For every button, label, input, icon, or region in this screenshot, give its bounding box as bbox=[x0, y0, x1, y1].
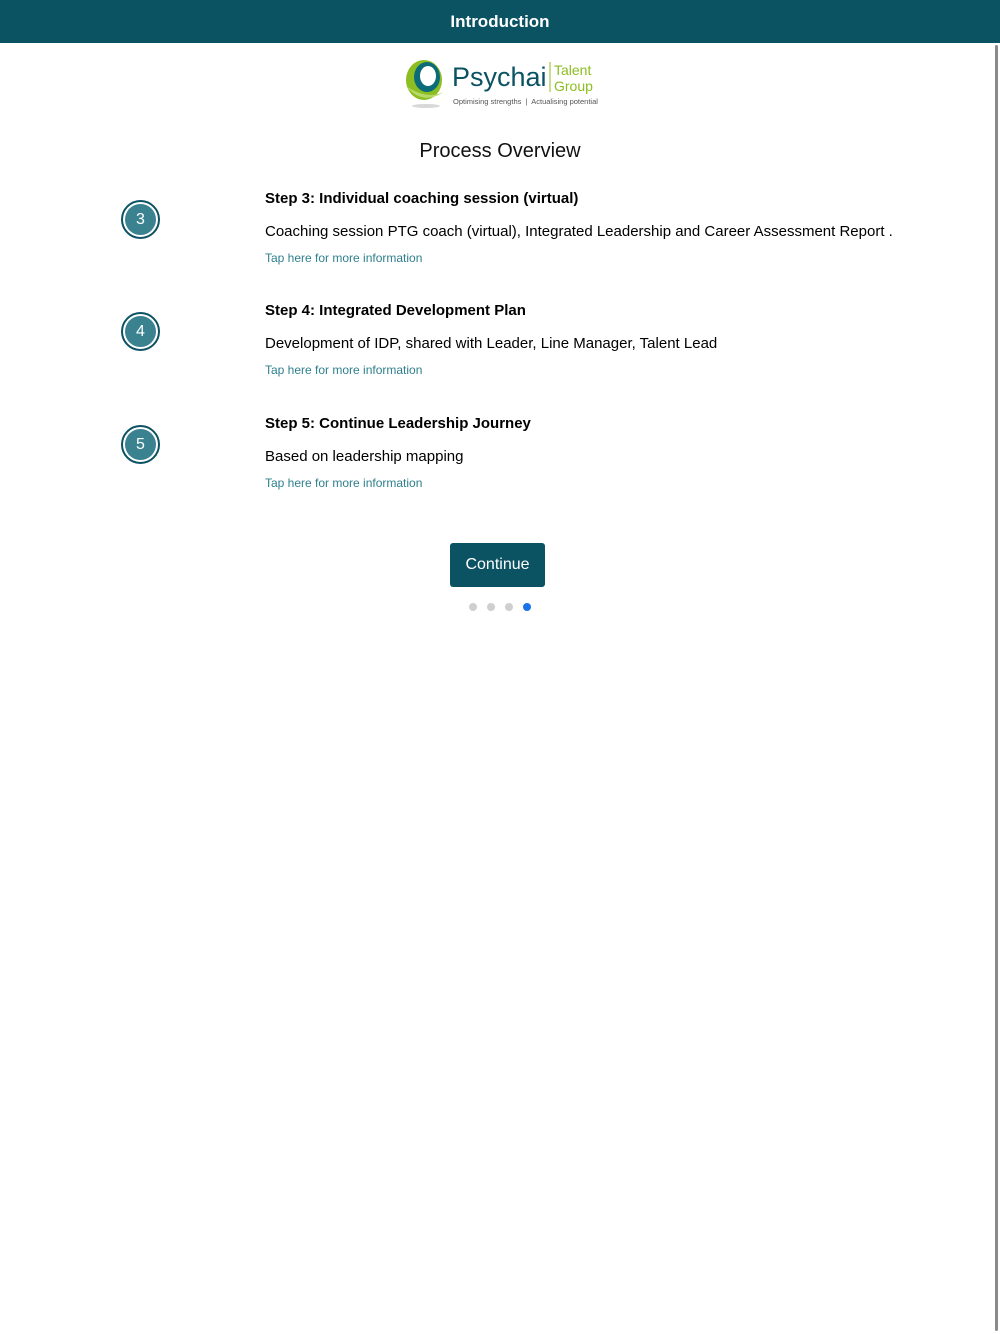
more-info-link[interactable]: Tap here for more information bbox=[265, 363, 423, 377]
more-info-link[interactable]: Tap here for more information bbox=[265, 251, 423, 265]
continue-button[interactable]: Continue bbox=[450, 543, 545, 587]
logo-wordmark: Psychai bbox=[452, 62, 547, 92]
logo-group-text: Group bbox=[554, 78, 593, 94]
step-number-badge bbox=[121, 425, 160, 464]
step-number-badge bbox=[121, 312, 160, 351]
step-title: Step 5: Continue Leadership Journey bbox=[265, 415, 531, 432]
step-number-badge bbox=[121, 200, 160, 239]
step-description: Based on leadership mapping bbox=[265, 448, 464, 465]
logo-tagline: Optimising strengths | Actualising potential bbox=[453, 97, 598, 106]
step-title: Step 3: Individual coaching session (virtual) bbox=[265, 190, 579, 207]
page-dot-3[interactable] bbox=[505, 603, 513, 611]
logo-talent-text: Talent bbox=[554, 62, 592, 78]
step-3 bbox=[0, 190, 1000, 300]
app-header bbox=[0, 0, 1000, 43]
step-number: 3 bbox=[125, 204, 156, 235]
page-dot-4[interactable] bbox=[523, 603, 531, 611]
page-title: Process Overview bbox=[419, 140, 581, 162]
step-4 bbox=[0, 302, 1000, 412]
psychai-logo bbox=[400, 56, 602, 112]
step-number: 5 bbox=[125, 429, 156, 460]
step-description: Development of IDP, shared with Leader, Line Manager, Talent Lead bbox=[265, 335, 718, 352]
step-description: Coaching session PTG coach (virtual), Integrated Leadership and Career Assessment Report . bbox=[265, 223, 893, 240]
step-number: 4 bbox=[125, 316, 156, 347]
page-dot-1[interactable] bbox=[469, 603, 477, 611]
more-info-link[interactable]: Tap here for more information bbox=[265, 476, 423, 490]
step-title: Step 4: Integrated Development Plan bbox=[265, 302, 526, 319]
page-indicator bbox=[469, 603, 531, 611]
page-dot-2[interactable] bbox=[487, 603, 495, 611]
step-5 bbox=[0, 415, 1000, 525]
header-title: Introduction bbox=[450, 11, 550, 31]
